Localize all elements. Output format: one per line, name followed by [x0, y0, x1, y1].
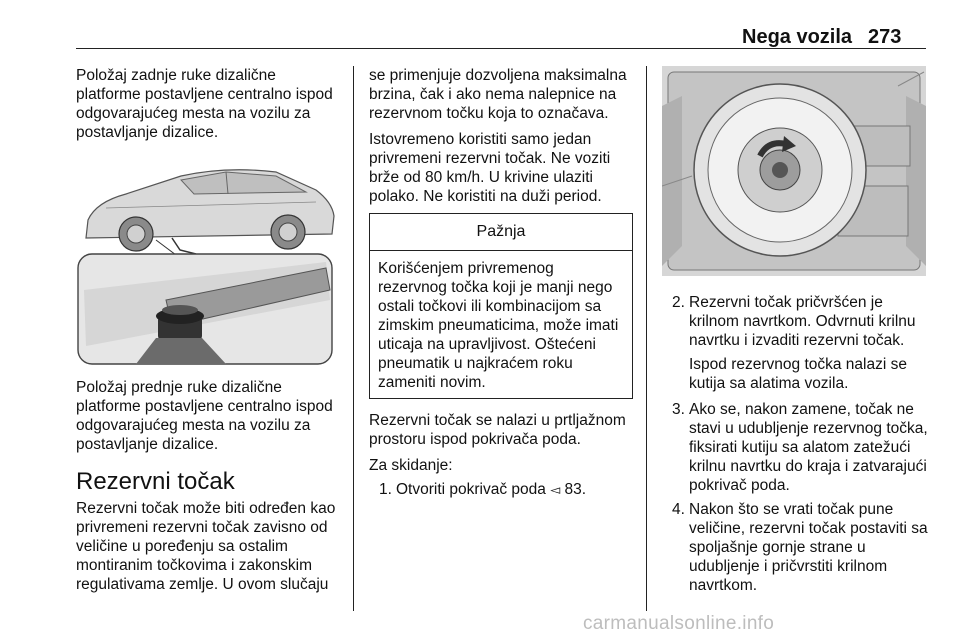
step-number: 4.	[672, 501, 685, 518]
step-text: Rezervni točak pričvršćen je krilnom navrtkom. Odvrnuti krilnu navrtku i izvaditi rezervni točak.	[689, 294, 916, 349]
section-heading: Rezervni točak	[76, 468, 235, 495]
step-page-ref[interactable]: 83.	[564, 481, 587, 498]
step-text: Ako se, nakon zamene, točak ne stavi u udubljenje rezervnog točka, fiksirati kutiju sa alatom zatežući krilnu navrtku do kraja i zatvarajući pokrivač poda.	[689, 401, 928, 494]
column-2	[369, 66, 633, 504]
step-2-note: Ispod rezervnog točka nalazi se kutija sa alatima vozila.	[689, 356, 907, 392]
step-text: Nakon što se vrati točak pune veličine, rezervni točak postaviti sa spoljašnje gornje strane u udubljenje i pričvrstiti krilnom navrtkom.	[689, 501, 928, 594]
column-divider-2	[646, 66, 647, 611]
page-header-title: Nega vozila	[742, 26, 853, 48]
page-ref-arrow-icon: ◅	[550, 482, 561, 497]
spare-wheel-illustration	[662, 66, 926, 276]
step-text: Otvoriti pokrivač poda	[396, 481, 546, 498]
max-speed-text: se primenjuje dozvoljena maksimalna brzina, čak i ako nema nalepnice na rezervnom točku koja to označava.	[369, 67, 627, 122]
step-number: 3.	[672, 401, 685, 418]
step-number: 1.	[379, 481, 392, 498]
step-3	[662, 400, 928, 495]
car-lift-illustration	[76, 150, 338, 368]
step-number: 2.	[672, 294, 685, 311]
spare-location-text: Rezervni točak se nalazi u prtljažnom prostoru ispod pokrivača poda.	[369, 412, 626, 448]
temporary-spare-text: Istovremeno koristiti samo jedan privremeni rezervni točak. Ne voziti brže od 80 km/h. U krivine ulaziti polako. Ne koristiti na duži period.	[369, 131, 611, 205]
notice-box	[369, 213, 633, 399]
header-rule	[76, 48, 926, 49]
notice-text: Korišćenjem privremenog rezervnog točka koji je manji nego ostali točkovi ili kombinacijom sa zimskim pneumaticima, može imati uticaja na upravljivost. Oštećeni pneumatik u najkraćem roku zameniti novim.	[378, 260, 619, 391]
lift-front-arm-text: Položaj prednje ruke dizalične platforme postavljene centralno ispod odgovarajućeg mesta na vozilu za postavljanje dizalice.	[76, 379, 333, 453]
step-1	[369, 480, 633, 499]
notice-title: Pažnja	[370, 214, 632, 251]
removal-intro: Za skidanje:	[369, 457, 453, 474]
step-4	[662, 500, 928, 595]
column-divider-1	[353, 66, 354, 611]
column-1	[76, 66, 342, 601]
column-3	[662, 66, 928, 600]
spare-wheel-intro: Rezervni točak može biti određen kao privremeni rezervni točak zavisno od veličine u poređenju sa ostalim montiranim točkovima i zakonskim regulativama zemlje. U ovom slučaju	[76, 500, 336, 593]
lift-rear-arm-text: Položaj zadnje ruke dizalične platforme postavljene centralno ispod odgovarajućeg mesta na vozilu za postavljanje dizalice.	[76, 67, 333, 141]
step-2	[662, 293, 928, 350]
watermark: carmanualsonline.info	[583, 613, 775, 634]
page-number: 273	[868, 26, 902, 48]
